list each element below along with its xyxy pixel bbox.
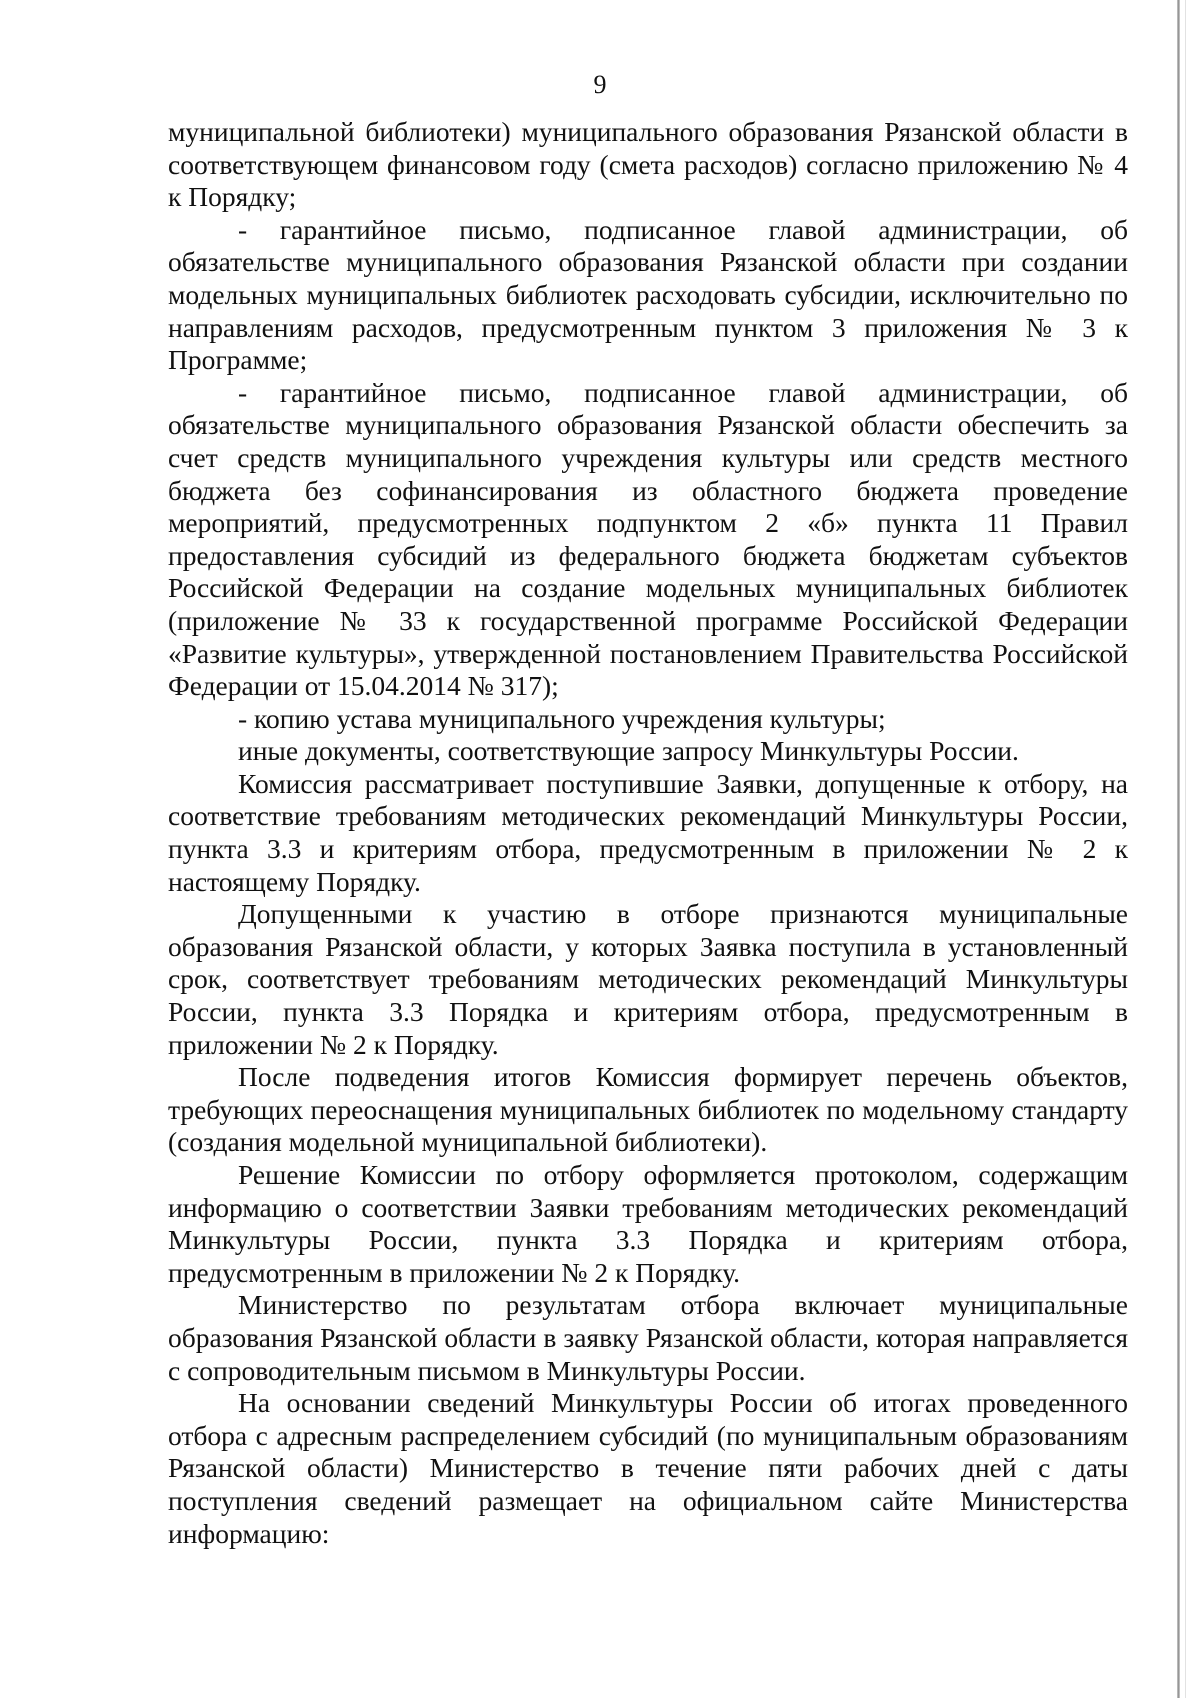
paragraph-charter-copy: - копию устава муниципального учреждения культуры;	[238, 702, 886, 734]
paragraph-admitted-participants: Допущенными к участию в отборе признаются муниципальные образования Рязанской области, у которых Заявка поступила в установленный срок, соответствует требованиям методических рекомендаций Минкультуры России, пункта 3.3 Порядка и критериям отбора, предусмотренным в приложении № 2 к Порядку.	[168, 898, 1128, 1060]
scan-edge-line-secondary	[1185, 0, 1186, 1698]
paragraph-guarantee-letter-expenses: - гарантийное письмо, подписанное главой администрации, об обязательстве муниципального образования Рязанской области при создании модельных муниципальных библиотек расходовать субсидии, исключительно по направлениям расходов, предусмотренным пунктом 3 приложения № 3 к Программе;	[168, 213, 1128, 376]
paragraph-results-publication: На основании сведений Минкультуры России об итогах проведенного отбора с адресным распределением субсидий (по муниципальным образованиям Рязанской области) Министерство в течение пяти рабочих дней с даты поступления сведений размещает на официальном сайте Министерства информацию:	[168, 1387, 1128, 1549]
document-body	[168, 116, 1128, 1550]
page-number: 9	[593, 70, 607, 99]
paragraph-results-list: После подведения итогов Комиссия формирует перечень объектов, требующих переоснащения муниципальных библиотек по модельному стандарту (создания модельной муниципальной библиотеки).	[168, 1061, 1128, 1158]
paragraph-commission-review: Комиссия рассматривает поступившие Заявки, допущенные к отбору, на соответствие требованиям методических рекомендаций Минкультуры России, пункта 3.3 и критериям отбора, предусмотренным в приложении № 2 к настоящему Порядку.	[168, 767, 1128, 897]
paragraph-budget-estimate-end: муниципальной библиотеки) муниципального образования Рязанской области в соответствующем финансовом году (смета расходов) согласно приложению № 4 к Порядку;	[168, 116, 1128, 213]
paragraph-ministry-application: Министерство по результатам отбора включает муниципальные образования Рязанской области в заявку Рязанской области, которая направляется с сопроводительным письмом в Минкультуры России.	[168, 1289, 1128, 1386]
scan-edge-line	[1177, 0, 1180, 1698]
paragraph-commission-decision: Решение Комиссии по отбору оформляется протоколом, содержащим информацию о соответствии Заявки требованиям методических рекомендаций Минкультуры России, пункта 3.3 Порядка и критериям отбора, предусмотренным в приложении № 2 к Порядку.	[168, 1159, 1128, 1288]
paragraph-guarantee-letter-cofinancing: - гарантийное письмо, подписанное главой администрации, об обязательстве муниципального образования Рязанской области обеспечить за счет средств муниципального учреждения культуры или средств местного бюджета без софинансирования из областного бюджета проведение мероприятий, предусмотренных подпунктом 2 «б» пункта 11 Правил предоставления субсидий из федерального бюджета бюджетам субъектов Российской Федерации на создание модельных муниципальных библиотек (приложение № 33 к государственной программе Российской Федерации «Развитие культуры», утвержденной постановлением Правительства Российской Федерации от 15.04.2014 № 317);	[168, 376, 1128, 702]
paragraph-other-documents: иные документы, соответствующие запросу Минкультуры России.	[238, 735, 1019, 767]
